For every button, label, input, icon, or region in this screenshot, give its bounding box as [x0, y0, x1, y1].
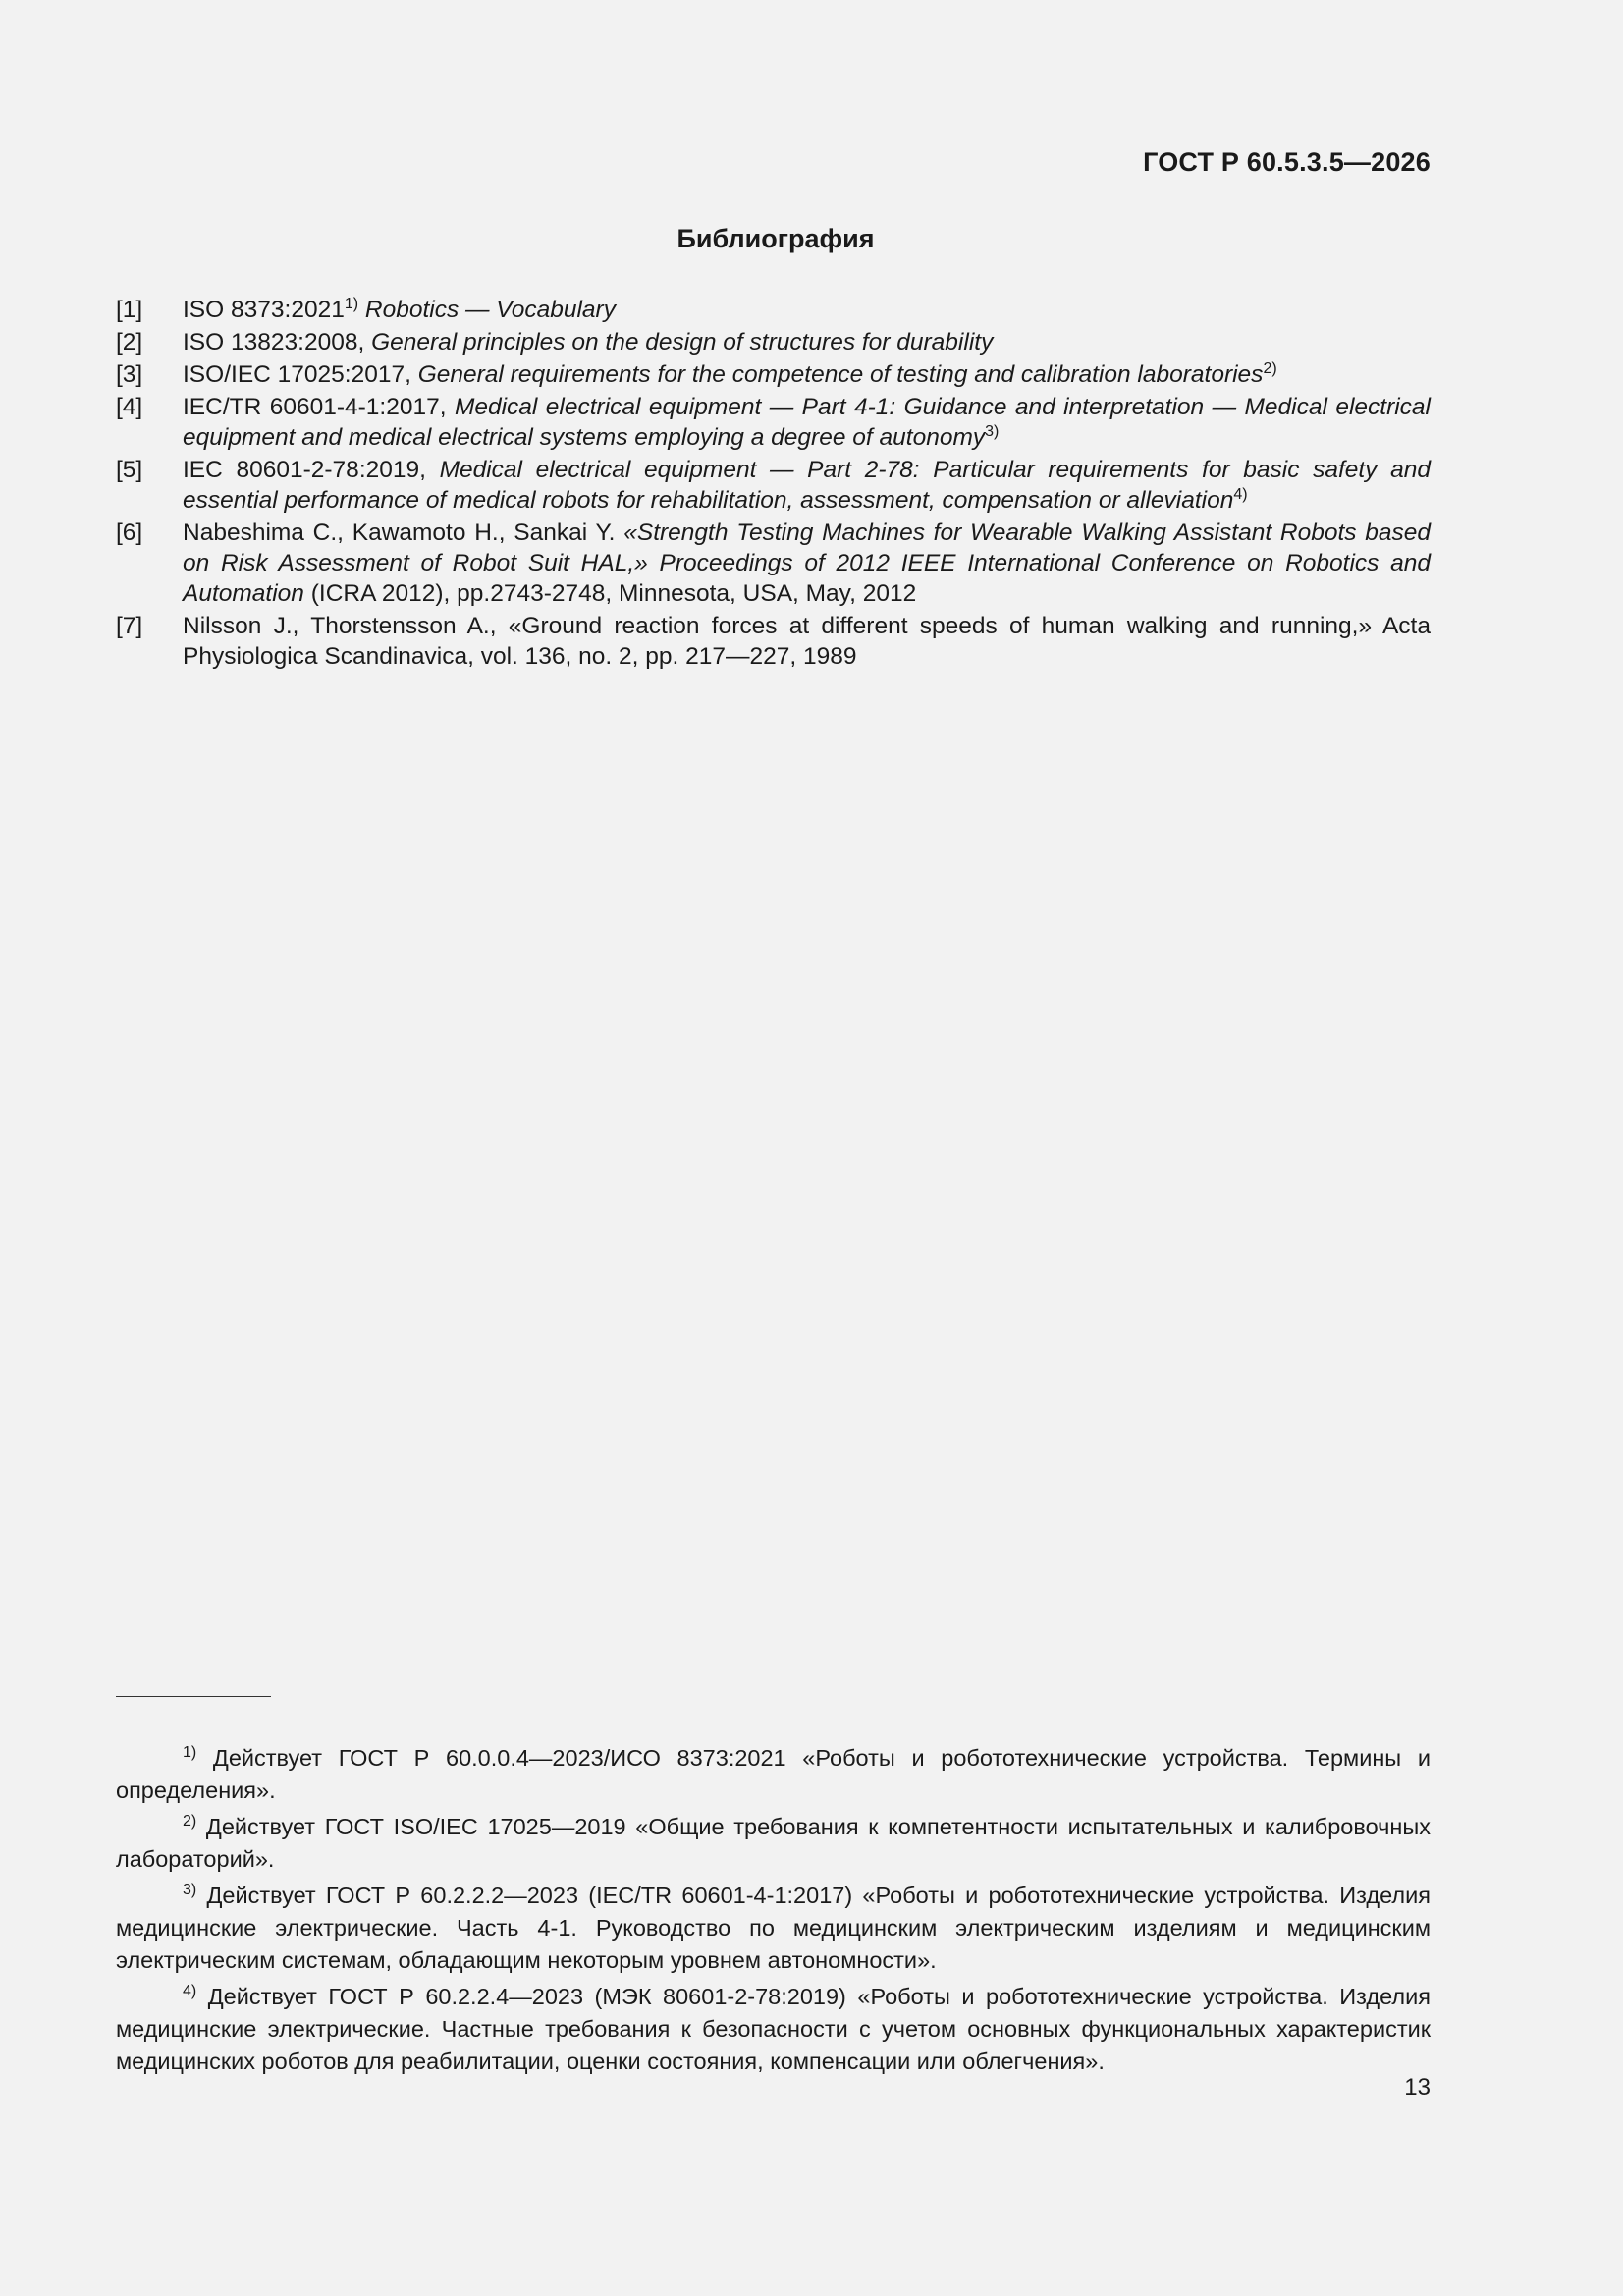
bibliography-italic: General principles on the design of structures for durability — [371, 329, 994, 355]
page-number: 13 — [1404, 2074, 1431, 2101]
bibliography-italic: Medical electrical equipment — Part 4-1: Guidance and interpretation — Medical electrical equipment and medical electrical systems employing a degree of autonomy — [183, 394, 1431, 451]
footnote-1 — [116, 1742, 1431, 1807]
bibliography-entry-5 — [116, 455, 1431, 516]
footnote-ref[interactable]: 4) — [1233, 486, 1248, 503]
footnote-4 — [116, 1981, 1431, 2078]
footnote-text: Действует ГОСТ Р 60.2.2.2—2023 (IEC/TR 60601-4-1:2017) «Роботы и робототехнические устройства. Изделия медицинские электрические. Часть 4-1. Руководство по медицинским электрическим изделиям и медицинским электрическим системам, обладающим некоторым уровнем автономности». — [116, 1883, 1431, 1973]
bibliography-text — [183, 611, 1431, 672]
bibliography-plain: IEC 80601-2-78:2019, — [183, 457, 440, 483]
bibliography-text — [183, 455, 1431, 516]
bibliography-number: [4] — [116, 394, 143, 420]
bibliography-number: [2] — [116, 329, 143, 355]
bibliography-entry-2 — [116, 327, 1431, 357]
bibliography-plain: Nilsson J., Thorstensson A., «Ground reaction forces at different speeds of human walking and running,» Acta Physiologica Scandinavica, vol. 136, no. 2, pp. 217—227, 1989 — [183, 613, 1431, 670]
document-code: ГОСТ Р 60.5.3.5—2026 — [1143, 147, 1431, 177]
bibliography-italic: «Strength Testing Machines for Wearable Walking Assistant Robots based on Risk Assessment of Robot Suit HAL,» Proceedings of 2012 IEEE International Conference on Robotics and Automation — [183, 519, 1432, 607]
footnote-ref[interactable]: 1) — [344, 296, 359, 312]
footnotes — [116, 1742, 1431, 2082]
bibliography-italic: Robotics — Vocabulary — [358, 297, 616, 323]
footnote-mark: 1) — [183, 1744, 197, 1761]
bibliography-text — [183, 295, 1431, 325]
bibliography-plain: ISO/IEC 17025:2017, — [183, 361, 418, 388]
bibliography-tail: (ICRA 2012), pp.2743-2748, Minnesota, USA, May, 2012 — [303, 580, 917, 607]
bibliography-number: [1] — [116, 297, 143, 323]
page-title: Библиография — [676, 224, 875, 253]
bibliography-number: [6] — [116, 519, 143, 546]
bibliography-entry-4 — [116, 392, 1431, 453]
footnote-text: Действует ГОСТ ISO/IEC 17025—2019 «Общие требования к компетентности испытательных и калибровочных лабораторий». — [116, 1814, 1431, 1872]
bibliography-list — [116, 295, 1431, 674]
bibliography-text — [183, 327, 1431, 357]
footnote-2 — [116, 1811, 1431, 1876]
bibliography-italic: General requirements for the competence of testing and calibration laboratories — [417, 361, 1264, 388]
bibliography-plain: ISO 13823:2008, — [183, 329, 372, 355]
bibliography-number: [7] — [116, 613, 143, 639]
bibliography-text — [183, 359, 1431, 390]
footnote-mark: 2) — [183, 1813, 197, 1830]
bibliography-italic: Medical electrical equipment — Part 2-78: Particular requirements for basic safety and essential performance of medical robots for rehabilitation, assessment, compensation or alleviation — [183, 457, 1431, 514]
bibliography-plain: Nabeshima C., Kawamoto H., Sankai Y. — [183, 519, 624, 546]
bibliography-number: [5] — [116, 457, 143, 483]
bibliography-number: [3] — [116, 361, 143, 388]
bibliography-entry-1 — [116, 295, 1431, 325]
footnote-3 — [116, 1880, 1431, 1977]
footnote-text: Действует ГОСТ Р 60.0.0.4—2023/ИСО 8373:2021 «Роботы и робототехнические устройства. Термины и определения». — [116, 1745, 1431, 1803]
footnote-ref[interactable]: 3) — [985, 423, 1000, 440]
footnote-mark: 3) — [183, 1882, 197, 1898]
bibliography-entry-6 — [116, 518, 1431, 609]
bibliography-plain: IEC/TR 60601-4-1:2017, — [183, 394, 455, 420]
bibliography-plain: ISO 8373:2021 — [183, 297, 345, 323]
bibliography-text — [183, 518, 1431, 609]
footnote-separator — [116, 1696, 271, 1697]
bibliography-entry-7 — [116, 611, 1431, 672]
bibliography-entry-3 — [116, 359, 1431, 390]
footnote-ref[interactable]: 2) — [1263, 360, 1277, 377]
bibliography-text — [183, 392, 1431, 453]
footnote-text: Действует ГОСТ Р 60.2.2.4—2023 (МЭК 80601-2-78:2019) «Роботы и робототехнические устройства. Изделия медицинские электрические. Частные требования к безопасности с учетом основных функциональных характеристик медицинских роботов для реабилитации, оценки состояния, компенсации или облегчения». — [116, 1984, 1431, 2074]
footnote-mark: 4) — [183, 1983, 197, 1999]
